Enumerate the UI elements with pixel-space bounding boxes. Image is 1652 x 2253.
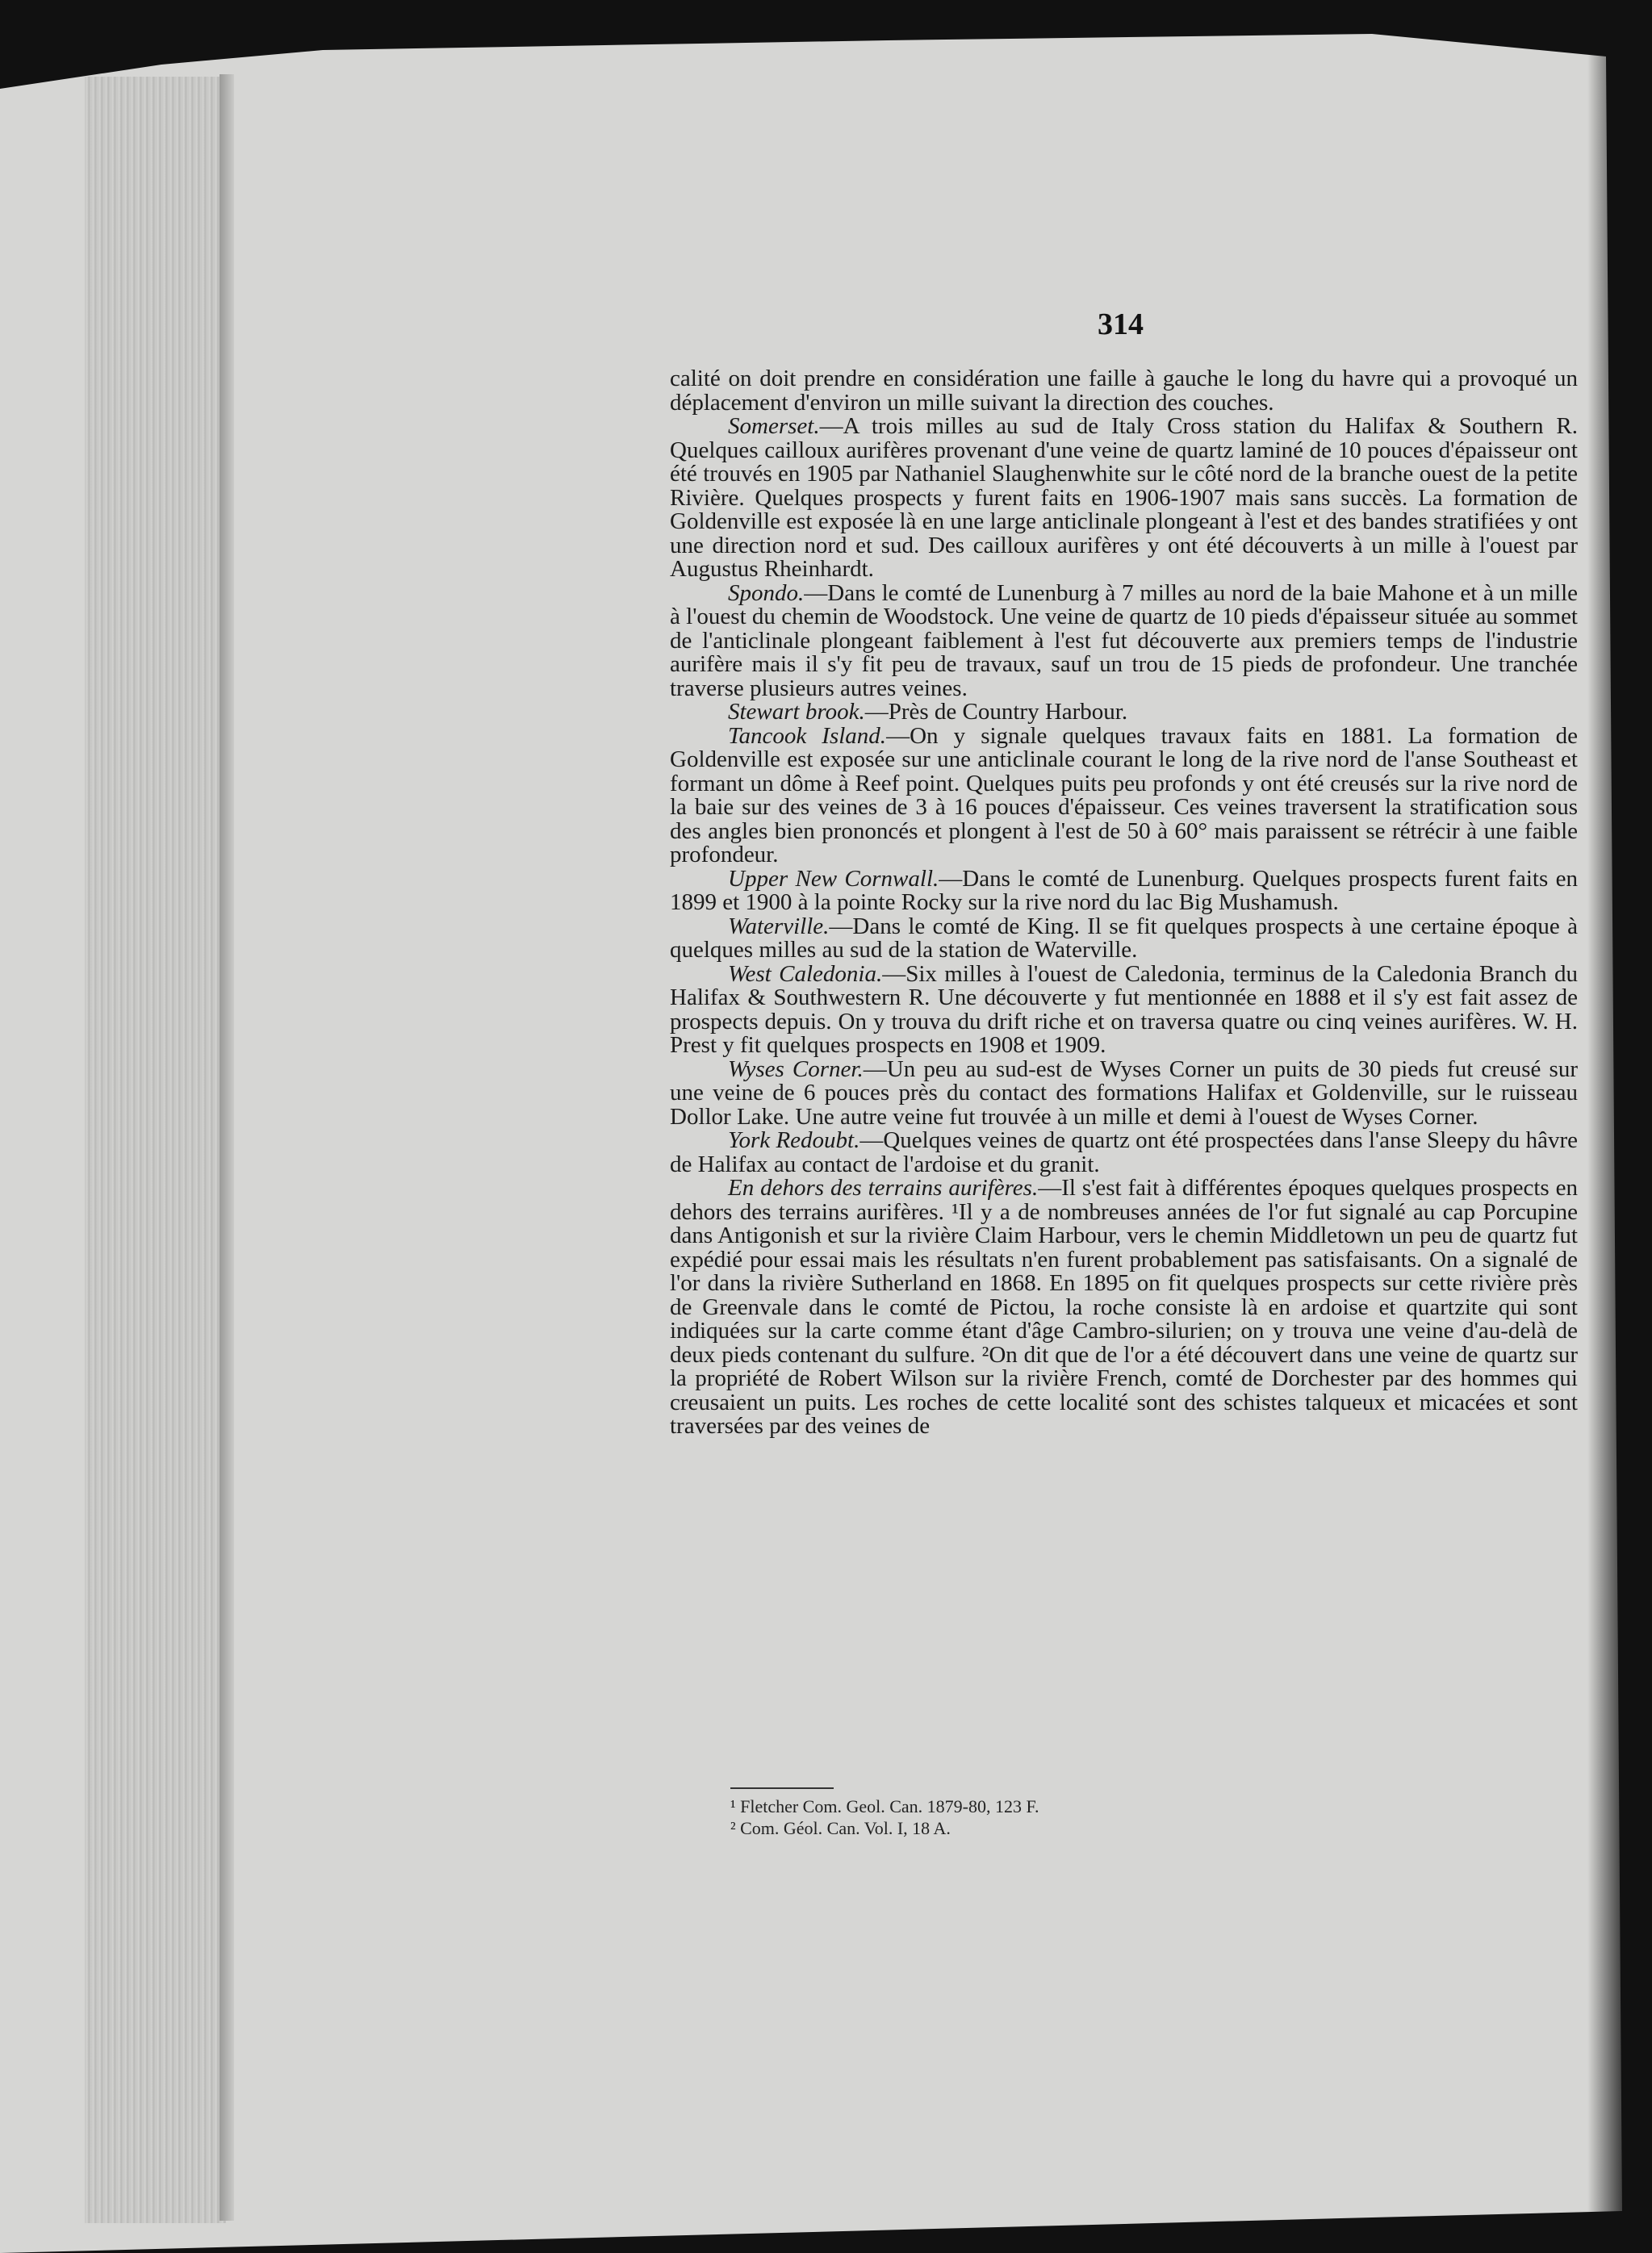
paragraph-heading: Stewart brook. [728, 699, 865, 725]
paragraph-heading: Upper New Cornwall. [728, 865, 939, 892]
paragraph: Wyses Corner.—Un peu au sud-est de Wyses Corner un puits de 30 pieds fut creusé sur une veine de 6 pouces près du contact des formations Halifax et Goldenville, sur le ruisseau Dollor Lake. Une autre veine fut trouvée à un mille et demi à l'ouest de Wyses Corner. [670, 1055, 1578, 1130]
paragraph: Waterville.—Dans le comté de King. Il se fit quelques prospects à une certaine époque à quelques milles au sud de la station de Waterville. [670, 913, 1578, 963]
paragraph: calité on doit prendre en considération une faille à gauche le long du havre qui a provoqué un déplacement d'environ un mille suivant la direction des couches. [670, 366, 1578, 416]
page-fold-shadow [220, 74, 234, 2221]
body-text [670, 367, 1578, 1439]
page-number: 314 [1098, 307, 1144, 341]
paragraph: York Redoubt.—Quelques veines de quartz ont été prospectées dans l'anse Sleepy du hâvre de Halifax au contact de l'ardoise et du granit. [670, 1127, 1578, 1177]
paragraph-heading: En dehors des terrains aurifères. [728, 1175, 1039, 1201]
book-spine-edge [85, 77, 226, 2223]
paragraph-heading: West Caledonia. [728, 960, 883, 987]
paragraph-heading: Spondo. [728, 579, 805, 606]
footnote: ¹ Fletcher Com. Geol. Can. 1879-80, 123 F. [730, 1796, 1039, 1816]
paragraph-heading: Tancook Island. [728, 722, 887, 749]
paragraph: Upper New Cornwall.—Dans le comté de Lunenburg. Quelques prospects furent faits en 1899 et 1900 à la pointe Rocky sur la rive nord du lac Big Mushamush. [670, 865, 1579, 915]
paragraph: Spondo.—Dans le comté de Lunenburg à 7 milles au nord de la baie Mahone et à un mille à l'ouest du chemin de Woodstock. Une veine de quartz de 10 pieds d'épaisseur située au sommet de l'anticlinale plongeant faiblement à l'est fut découverte aux premiers temps de l'industrie aurifère mais il s'y fit peu de travaux, sauf un trou de 15 pieds de profondeur. Une tranchée traverse plusieurs autres veines. [670, 579, 1578, 701]
paragraph-heading: York Redoubt. [728, 1127, 860, 1153]
paragraph-heading: Somerset. [728, 413, 820, 439]
footnotes [730, 1795, 1039, 1839]
paragraph-heading: Waterville. [728, 913, 830, 939]
right-margin-shadow [1587, 0, 1652, 2253]
paragraph: Stewart brook.—Près de Country Harbour. [728, 699, 1128, 725]
paragraph-heading: Wyses Corner. [728, 1055, 864, 1082]
paragraph: Tancook Island.—On y signale quelques travaux faits en 1881. La formation de Goldenville est exposée sur une anticlinale courant le long de la rive nord de l'anse Southeast et formant un dôme à Reef point. Quelques puits peu profonds y ont été creusés sur la rive nord de la baie sur des veines de 3 à 16 pouces d'épaisseur. Ces veines traversent la stratification sous des angles bien prononcés et plongent à l'est de 50 à 60° mais paraissent se rétrécir à une faible profondeur. [670, 722, 1578, 867]
footnote: ² Com. Géol. Can. Vol. I, 18 A. [730, 1818, 951, 1838]
paragraph: En dehors des terrains aurifères.—Il s'est fait à différentes époques quelques prospects en dehors des terrains aurifères. ¹Il y a de nombreuses années de l'or fut signalé au cap Porcupine dans Antigonish et sur la rivière Claim Harbour, vers le chemin Middletown un peu de quartz fut expédié pour essai mais les résultats n'en furent probablement pas satisfaisants. On a signalé de l'or dans la rivière Sutherland en 1868. En 1895 on fit quelques prospects sur cette rivière près de Greenvale dans le comté de Pictou, la roche consiste là en ardoise et quartzite qui sont indiquées sur la carte comme étant d'âge Cambro-silurien; on y trouva une veine d'au-delà de deux pieds contenant du sulfure. ²On dit que de l'or a été découvert dans une veine de quartz sur la propriété de Robert Wilson sur la rivière French, comté de Dorchester par des hommes qui creusaient un puits. Les roches de cette localité sont des schistes talqueux et micacées et sont traversées par des veines de [670, 1175, 1578, 1439]
paragraph: Somerset.—A trois milles au sud de Italy Cross station du Halifax & Southern R. Quelques cailloux aurifères provenant d'une veine de quartz laminé de 10 pouces d'épaisseur ont été trouvés en 1905 par Nathaniel Slaughenwhite sur le côté nord de la branche ouest de la petite Rivière. Quelques prospects y furent faits en 1906-1907 mais sans succès. La formation de Goldenville est exposée là en une large anticlinale plongeant à l'est et des bandes stratifiées y ont une direction nord et sud. Des cailloux aurifères y ont été découverts à un mille à l'ouest par Augustus Rheinhardt. [670, 413, 1578, 582]
paragraph: West Caledonia.—Six milles à l'ouest de Caledonia, terminus de la Caledonia Branch du Halifax & Southwestern R. Une découverte y fut mentionnée en 1888 et il s'y est fait assez de prospects depuis. On y trouva du drift riche et on traversa quatre ou cinq veines aurifères. W. H. Prest y fit quelques prospects en 1908 et 1909. [670, 960, 1578, 1058]
footnote-rule [730, 1787, 834, 1789]
